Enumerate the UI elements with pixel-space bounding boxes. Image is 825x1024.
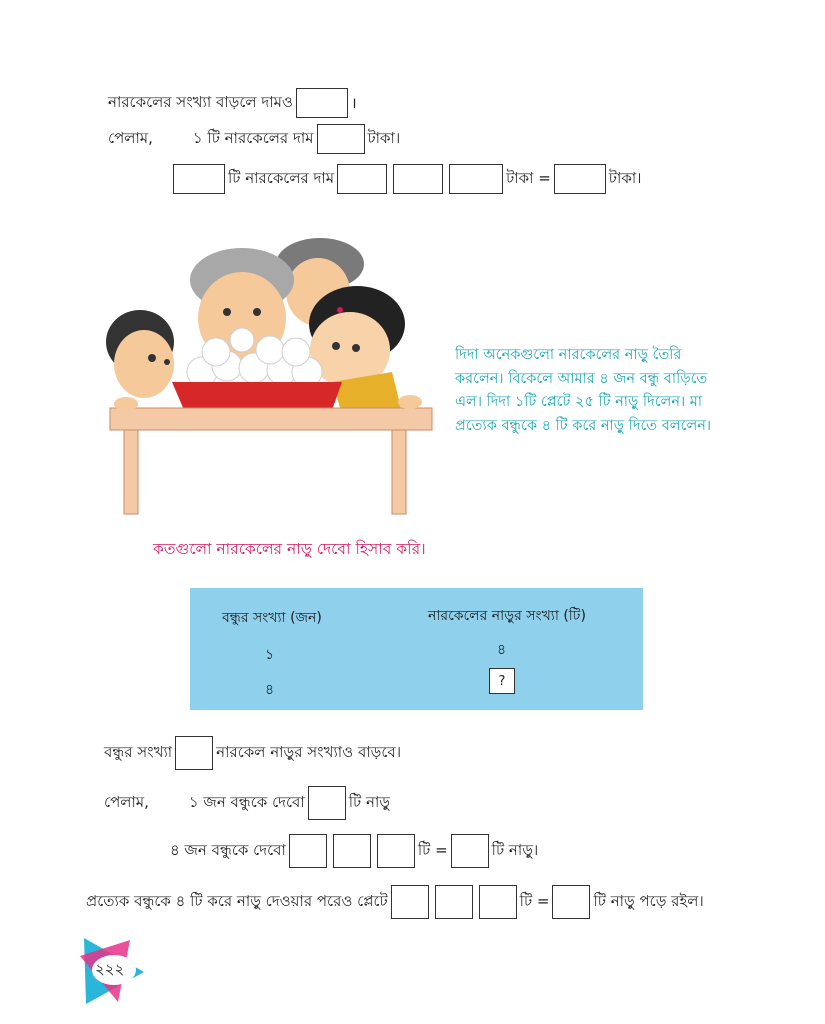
bottom-line-3 [170, 834, 538, 868]
top-line-3 [170, 164, 642, 194]
top-line-3-text: টি নারকেলের দাম [228, 168, 335, 187]
bottom-line-3-text: ৪ জন বন্ধুকে দেবো [170, 840, 286, 859]
friends-laddu-table [190, 588, 643, 710]
bottom-line-2-unit: টি নাড়ু [348, 792, 391, 811]
answer-box[interactable] [449, 164, 503, 194]
row-2-friends: ৪ [265, 682, 275, 698]
top-line-3-unit-end: টাকা। [608, 168, 642, 187]
story-paragraph [455, 344, 735, 438]
story-line: করলেন। বিকেলে আমার ৪ জন বন্ধু বাড়িতে [455, 370, 708, 387]
answer-box[interactable] [479, 885, 517, 919]
bottom-line-4-text: প্রত্যেক বন্ধুকে ৪ টি করে নাড়ু দেওয়ার পরেও প্লেটে [86, 891, 388, 910]
bottom-line-1 [104, 736, 401, 770]
top-line-1-end: । [350, 94, 357, 112]
bottom-line-1-lead: বন্ধুর সংখ্যা [104, 742, 173, 761]
answer-box[interactable] [554, 164, 606, 194]
bottom-line-3-unit-eq: টি = [417, 840, 448, 859]
top-line-1-text: নারকেলের সংখ্যা বাড়লে দামও [108, 92, 293, 111]
story-line: এল। দিদা ১টি প্লেটে ২৫ টি নাড়ু দিলেন। মা [455, 394, 703, 410]
answer-box[interactable] [289, 834, 327, 868]
bottom-line-2 [104, 786, 390, 820]
question-mark: ? [498, 673, 506, 689]
bottom-line-4-unit-end: টি নাড়ু পড়ে রইল। [593, 891, 704, 910]
top-line-2-unit: টাকা। [367, 128, 401, 147]
answer-box[interactable] [391, 885, 429, 919]
bottom-line-2-text: ১ জন বন্ধুকে দেবো [188, 792, 305, 811]
story-line: দিদা অনেকগুলো নারকেলের নাড়ু তৈরি [455, 347, 682, 363]
answer-box[interactable] [337, 164, 387, 194]
header-laddus: নারকেলের নাড়ুর সংখ্যা (টি) [428, 608, 586, 624]
answer-box[interactable] [317, 124, 365, 154]
answer-box[interactable] [308, 786, 346, 820]
bottom-line-3-unit-end: টি নাড়ু। [491, 840, 539, 859]
answer-box[interactable] [393, 164, 443, 194]
answer-box[interactable] [435, 885, 473, 919]
bottom-line-1-text: নারকেল নাড়ুর সংখ্যাও বাড়বে। [216, 742, 402, 761]
header-friends: বন্ধুর সংখ্যা (জন) [222, 610, 322, 626]
story-line: প্রত্যেক বন্ধুকে ৪ টি করে নাড়ু দিতে বললেন। [455, 417, 712, 434]
answer-box[interactable] [377, 834, 415, 868]
top-line-1 [108, 88, 357, 118]
top-line-2-text: ১ টি নারকেলের দাম [192, 128, 314, 147]
answer-box[interactable] [552, 885, 590, 919]
bottom-line-2-lead: পেলাম, [104, 792, 149, 811]
bottom-line-4 [86, 885, 704, 919]
calculation-prompt: কতগুলো নারকেলের নাড়ু দেবো হিসাব করি। [153, 540, 426, 558]
answer-box[interactable] [173, 164, 225, 194]
page-number: ২২২ [95, 960, 125, 978]
top-line-2-lead: পেলাম, [108, 128, 153, 147]
row-1-friends: ১ [265, 647, 275, 663]
top-line-3-unit-eq: টাকা = [506, 168, 551, 187]
row-1-laddus: ৪ [497, 642, 507, 658]
answer-box[interactable] [451, 834, 489, 868]
answer-box[interactable] [175, 736, 213, 770]
unknown-laddus-box[interactable] [489, 668, 515, 694]
answer-box[interactable] [333, 834, 371, 868]
top-line-2 [108, 124, 400, 154]
bottom-line-4-unit-eq: টি = [519, 891, 550, 910]
children-with-laddus-illustration [92, 232, 437, 517]
answer-box[interactable] [296, 88, 348, 118]
